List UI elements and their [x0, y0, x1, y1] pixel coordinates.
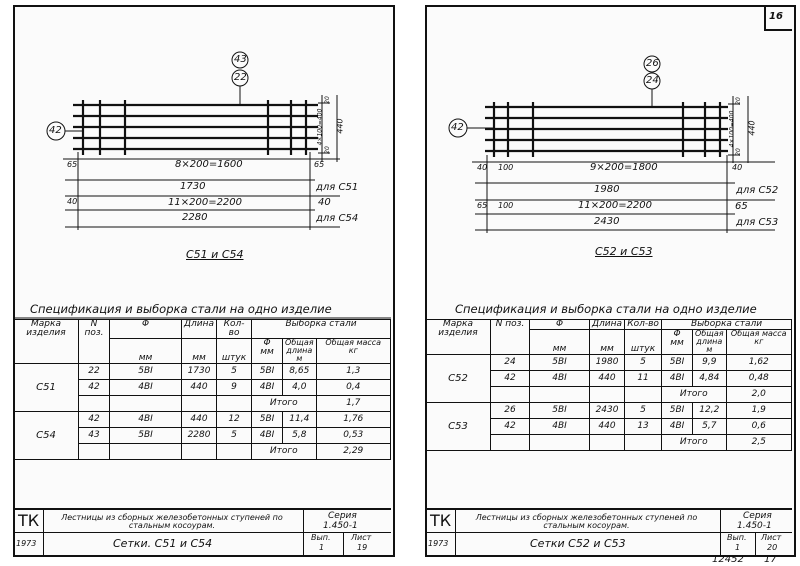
cell-pos: 24 — [491, 355, 530, 371]
cell-total: 2,29 — [316, 444, 390, 460]
right-dim-for2: для С53 — [736, 217, 779, 228]
cell-qty: 13 — [625, 419, 662, 435]
hdr-len: Длина — [592, 319, 623, 329]
right-dim-edge4: 65 — [735, 201, 748, 212]
cell-smass: 1,9 — [726, 403, 791, 419]
cell-slen: 5,7 — [693, 419, 726, 435]
hdr-sel-phi: Φ — [263, 338, 271, 348]
cell-qty: 5 — [625, 355, 662, 371]
right-spec-title: Спецификация и выборка стали на одно изделие — [455, 302, 757, 316]
left-dim-edge1: 65 — [67, 160, 78, 169]
left-series: 1.450-1 — [323, 521, 358, 531]
hdr-sel-len: Общая длина — [695, 329, 724, 346]
footer-code: 12452 — [712, 554, 744, 565]
cell-smass: 1,76 — [316, 412, 390, 428]
right-series-label: Серия — [743, 511, 772, 521]
cell-slen: 8,65 — [283, 364, 316, 380]
cell-len: 1980 — [590, 355, 625, 371]
right-dim-total1: 1980 — [594, 184, 620, 195]
hdr-pos: N поз. — [84, 319, 104, 338]
left-name: Сетки. С51 и С54 — [113, 537, 213, 550]
cell-len: 440 — [590, 371, 625, 387]
hdr-pos: N поз. — [495, 319, 525, 329]
hdr-phi: Φ — [555, 319, 564, 329]
cell-len: 440 — [182, 380, 217, 396]
left-dim-for2: для С54 — [316, 213, 359, 224]
hdr-u-mm3: мм — [670, 338, 684, 348]
cell-pos: 22 — [79, 364, 110, 380]
right-dim-spacing2: 11×200=2200 — [578, 200, 653, 211]
cell-qty: 5 — [625, 403, 662, 419]
right-dim-for1: для С52 — [736, 185, 779, 196]
table-row — [426, 403, 792, 419]
right-title-text: Лестницы из сборных железобетонных ступеней по стальным косоурам. — [475, 513, 698, 530]
hdr-sel-mass: Общая масса — [325, 338, 382, 347]
hdr-select: Выборка стали — [690, 319, 763, 329]
cell-phi: 4ВI — [110, 380, 182, 396]
left-spec-table — [13, 319, 391, 460]
cell-phi: 4ВI — [530, 419, 590, 435]
left-callout-mid: 22 — [234, 72, 247, 83]
left-series-label: Серия — [328, 511, 357, 521]
right-dim-edge-c: 100 — [498, 201, 514, 210]
cell-total: 2,0 — [726, 387, 791, 403]
left-dim-v-top: 20 — [323, 96, 331, 104]
cell-smass: 0,53 — [316, 428, 390, 444]
page-number: 16 — [769, 11, 783, 22]
cell-sphi: 4ВI — [662, 371, 693, 387]
footer-page: 17 — [764, 554, 777, 565]
group-mark: С53 — [448, 420, 468, 432]
cell-pos: 42 — [79, 412, 110, 428]
cell-qty: 5 — [217, 428, 252, 444]
left-code: ТК — [18, 511, 40, 530]
left-caption: С51 и С54 — [186, 248, 244, 261]
right-dim-v-bot: 20 — [734, 148, 742, 156]
right-dim-edge2: 40 — [732, 163, 743, 172]
hdr-sel-phi: Φ — [673, 329, 681, 339]
left-title-text: Лестницы из сборных железобетонных ступеней по стальным косоурам. — [61, 513, 283, 530]
left-mesh — [73, 100, 318, 155]
right-spec-table — [425, 319, 792, 451]
hdr-u-kg: кг — [754, 337, 764, 346]
left-dim-total1: 1730 — [180, 181, 206, 192]
cell-total: 2,5 — [726, 435, 791, 451]
cell-smass: 0,4 — [316, 380, 390, 396]
left-dim-v-total: 440 — [335, 118, 345, 134]
cell-len: 2280 — [182, 428, 217, 444]
cell-slen: 4,84 — [693, 371, 726, 387]
right-caption: С52 и С53 — [595, 245, 653, 258]
right-issue-label: Вып. — [727, 533, 747, 542]
hdr-u-kg: кг — [348, 346, 358, 355]
cell-phi: 5ВI — [530, 403, 590, 419]
hdr-sel-mass: Общая масса — [730, 329, 787, 338]
hdr-qty: Кол-во — [223, 319, 245, 338]
cell-sphi: 5ВI — [252, 364, 283, 380]
cell-pos: 26 — [491, 403, 530, 419]
left-callout-side: 42 — [49, 125, 62, 136]
left-dim-total2: 2280 — [182, 212, 208, 223]
hdr-mark: Марка изделия — [26, 319, 66, 338]
cell-len: 440 — [590, 419, 625, 435]
left-callout-top: 43 — [234, 54, 247, 65]
cell-sphi: 4ВI — [252, 380, 283, 396]
hdr-u-mm2: мм — [600, 344, 614, 354]
cell-phi: 4ВI — [530, 371, 590, 387]
cell-qty: 5 — [217, 364, 252, 380]
cell-len: 1730 — [182, 364, 217, 380]
cell-phi: 5ВI — [530, 355, 590, 371]
cell-slen: 11,4 — [283, 412, 316, 428]
left-sheet-label: Лист — [351, 533, 372, 542]
right-callout-top: 26 — [646, 58, 659, 69]
cell-total-label: Итого — [662, 435, 726, 451]
right-dim-v-top: 20 — [734, 97, 742, 105]
right-dim-v-total: 440 — [747, 120, 757, 136]
table-row — [14, 412, 391, 428]
cell-pos: 42 — [491, 419, 530, 435]
group-mark: С51 — [36, 381, 56, 393]
left-issue-label: Вып. — [311, 533, 331, 542]
left-dim-v-bot: 20 — [323, 146, 331, 154]
hdr-u-mm3: мм — [260, 347, 274, 357]
right-callout-side: 42 — [451, 122, 464, 133]
cell-smass: 1,3 — [316, 364, 390, 380]
left-sheet: 19 — [357, 543, 368, 552]
cell-total: 1,7 — [316, 396, 390, 412]
cell-slen: 9,9 — [693, 355, 726, 371]
cell-qty: 12 — [217, 412, 252, 428]
hdr-u-pcs: штук — [630, 344, 656, 354]
right-dim-spacing1: 9×200=1800 — [590, 162, 658, 173]
cell-smass: 0,6 — [726, 419, 791, 435]
cell-sphi: 4ВI — [662, 419, 693, 435]
left-dim-spacing1: 8×200=1600 — [175, 159, 243, 170]
cell-sphi: 5ВI — [662, 355, 693, 371]
hdr-phi: Φ — [141, 319, 150, 329]
right-dim-edge3: 65 — [477, 201, 488, 210]
cell-pos: 43 — [79, 428, 110, 444]
left-dim-edge3: 40 — [67, 197, 78, 206]
right-callout-mid: 24 — [646, 75, 659, 86]
right-code: ТК — [430, 511, 452, 530]
cell-sphi: 4ВI — [252, 428, 283, 444]
cell-sphi: 5ВI — [662, 403, 693, 419]
right-name: Сетки С52 и С53 — [530, 537, 626, 550]
cell-smass: 1,62 — [726, 355, 791, 371]
cell-len: 440 — [182, 412, 217, 428]
right-dim-edge-b: 100 — [498, 163, 514, 172]
right-sheet: 20 — [767, 543, 778, 552]
cell-phi: 5ВI — [110, 364, 182, 380]
left-issue: 1 — [319, 543, 325, 552]
cell-qty: 9 — [217, 380, 252, 396]
hdr-sel-len: Общая длина — [285, 338, 314, 355]
right-title-block — [425, 508, 792, 555]
right-mesh — [485, 102, 728, 157]
left-dim-spacing2: 11×200=2200 — [168, 197, 243, 208]
right-sheet-label: Лист — [761, 533, 782, 542]
hdr-qty: Кол-во — [627, 319, 659, 329]
cell-phi: 4ВI — [110, 412, 182, 428]
cell-slen: 12,2 — [693, 403, 726, 419]
left-dim-edge4: 40 — [318, 197, 331, 208]
cell-pos: 42 — [491, 371, 530, 387]
hdr-mark: Марка изделия — [438, 319, 478, 338]
cell-total-label: Итого — [252, 444, 316, 460]
left-year: 1973 — [16, 539, 37, 548]
cell-phi: 5ВI — [110, 428, 182, 444]
right-dim-total2: 2430 — [594, 216, 620, 227]
table-row — [14, 364, 391, 380]
left-dim-v-mid: 4×100=400 — [316, 108, 324, 146]
table-row — [426, 355, 792, 371]
right-year: 1973 — [428, 539, 449, 548]
cell-sphi: 5ВI — [252, 412, 283, 428]
cell-len: 2430 — [590, 403, 625, 419]
cell-qty: 11 — [625, 371, 662, 387]
hdr-u-m: м — [706, 345, 713, 354]
hdr-select: Выборка стали — [285, 319, 357, 329]
hdr-u-m: м — [296, 354, 303, 363]
cell-slen: 5,8 — [283, 428, 316, 444]
cell-total-label: Итого — [252, 396, 316, 412]
cell-total-label: Итого — [662, 387, 726, 403]
hdr-u-pcs: штук — [221, 353, 247, 363]
right-dim-edge1: 40 — [477, 163, 488, 172]
right-series: 1.450-1 — [737, 521, 772, 531]
right-dim-v-mid: 4×100=400 — [728, 110, 736, 148]
left-spec-title: Спецификация и выборка стали на одно изделие — [30, 302, 332, 316]
hdr-len: Длина — [184, 319, 215, 329]
left-dim-edge2: 65 — [314, 160, 325, 169]
left-title-block — [13, 508, 391, 555]
group-mark: С54 — [36, 429, 56, 441]
right-issue: 1 — [735, 543, 741, 552]
group-mark: С52 — [448, 372, 468, 384]
hdr-u-mm: мм — [552, 344, 567, 354]
cell-smass: 0,48 — [726, 371, 791, 387]
left-dim-for1: для С51 — [316, 182, 359, 193]
cell-slen: 4,0 — [283, 380, 316, 396]
hdr-u-mm: мм — [138, 353, 153, 363]
cell-pos: 42 — [79, 380, 110, 396]
hdr-u-mm2: мм — [192, 353, 206, 363]
